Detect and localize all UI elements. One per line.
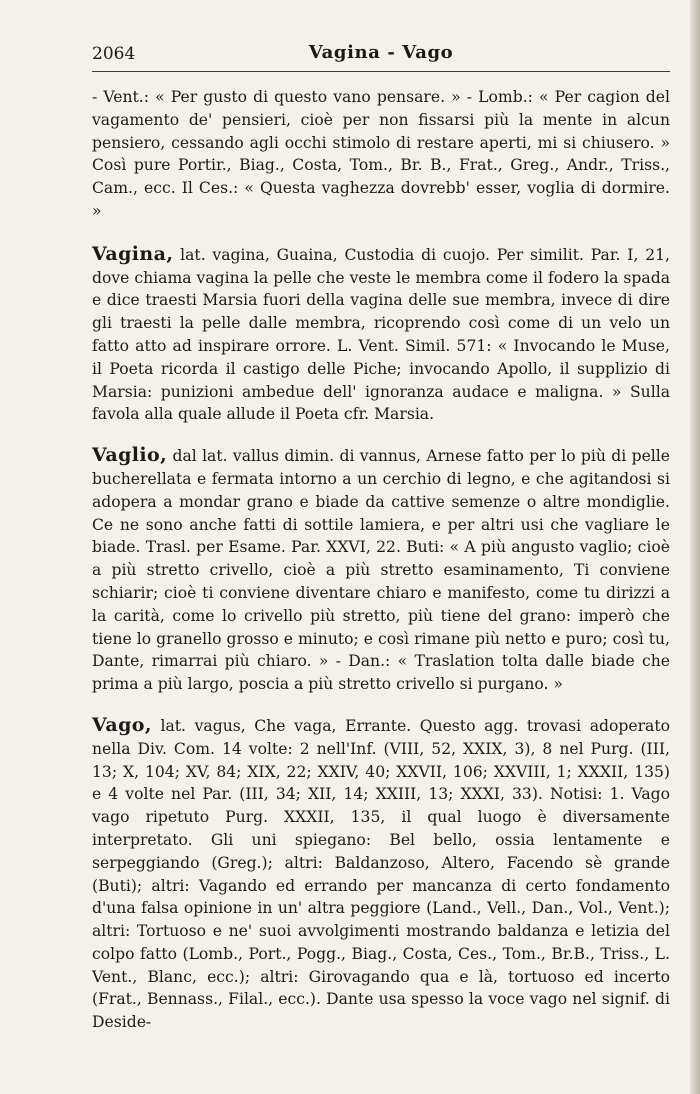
header-rule: [92, 71, 670, 72]
continued-entry: [92, 86, 670, 223]
entry-vago: [92, 714, 670, 1034]
entry-text: lat. vagina, Guaina, Custodia di cuojo. Per similit. Par. I, 21, dove chiama vagina la pelle che veste le membra come il fodero la spada e dice traesti Marsia fuori della vagina delle sue membra, invece di dire gli traesti la pelle dalle membra, ricoprendo così come di un velo un fatto atto ad inspirare orrore. L. Vent. Simil. 571: « Invocando le Muse, il Poeta ricorda il castigo delle Piche; invocando Apollo, il supplizio di Marsia: punizioni ambedue dell' ignoranza audace e maligna. » Sulla favola alla quale allude il Poeta cfr. Marsia.: [92, 245, 670, 424]
entry-text: - Vent.: « Per gusto di questo vano pensare. » - Lomb.: « Per cagion del vagamento de' pensieri, cioè per non fissarsi più la mente in alcun pensiero, cessando agli occhi stimolo di restare aperti, mi si chiusero. » Così pure Portir., Biag., Costa, Tom., Br. B., Frat., Greg., Andr., Triss., Cam., ecc. Il Ces.: « Questa vaghezza dovrebb' esser, voglia di dormire. »: [92, 88, 670, 220]
entry-text: lat. vagus, Che vaga, Errante. Questo agg. trovasi adoperato nella Div. Com. 14 volte: 2 nell'Inf. (VIII, 52, XXIX, 3), 8 nel Purg. (III, 13; X, 104; XV, 84; XIX, 22; XXIV, 40; XXVII, 106; XXVIII, 1; XXXII, 135) e 4 volte nel Par. (III, 34; XII, 14; XXIII, 13; XXXI, 33). Notisi: 1. Vago vago ripetuto Purg. XXXII, 135, il qual luogo è diversamente interpretato. Gli uni spiegano: Bel bello, ossia lentamente e serpeggiando (Greg.); altri: Baldanzoso, Altero, Facendo sè grande (Buti); altri: Vagando ed errando per mancanza di certo fondamento d'una falsa opinione in un' altra peggiore (Land., Vell., Dan., Vol., Vent.); altri: Tortuoso e ne' suoi avvolgimenti mostrando baldanza e letizia del colpo fatto (Lomb., Port., Pogg., Biag., Costa, Ces., Tom., Br.B., Triss., L. Vent., Blanc, ecc.); altri: Girovagando qua e là, tortuoso ed incerto (Frat., Bennass., Filal., ecc.). Dante usa spesso la voce vago nel signif. di Deside-: [92, 716, 670, 1032]
headword: Vaglio,: [92, 444, 168, 467]
dictionary-body: [92, 86, 670, 1052]
page-edge: [690, 0, 700, 1094]
headword: Vago,: [92, 713, 152, 736]
headword: Vagina,: [92, 242, 174, 265]
entry-vaglio: [92, 444, 670, 696]
running-head: Vagina - Vago: [308, 42, 454, 63]
page-header: [92, 40, 670, 70]
entry-text: dal lat. vallus dimin. di vannus, Arnese fatto per lo più di pelle bucherellata e fermata intorno a un cerchio di legno, e che agitandosi si adopera a mondar grano e biade da cattive semenze o altre mondiglie. Ce ne sono anche fatti di sottile lamiera, e per altri usi che vagliare le biade. Trasl. per Esame. Par. XXVI, 22. Buti: « A più angusto vaglio; cioè a più stretto crivello, cioè a più stretto esaminamento, Ti conviene schiarir; cioè ti conviene diventare chiaro e manifesto, come tu dirizzi a la carità, come lo crivello più stretto, più tiene del grano: imperò che tiene lo granello grosso e minuto; e così rimane più netto e puro; così tu, Dante, rimarrai più chiaro. » - Dan.: « Traslation tolta dalle biade che prima a più largo, poscia a più stretto crivello si purgano. »: [92, 447, 670, 694]
entry-vagina: [92, 243, 670, 426]
page-number: 2064: [92, 44, 136, 64]
